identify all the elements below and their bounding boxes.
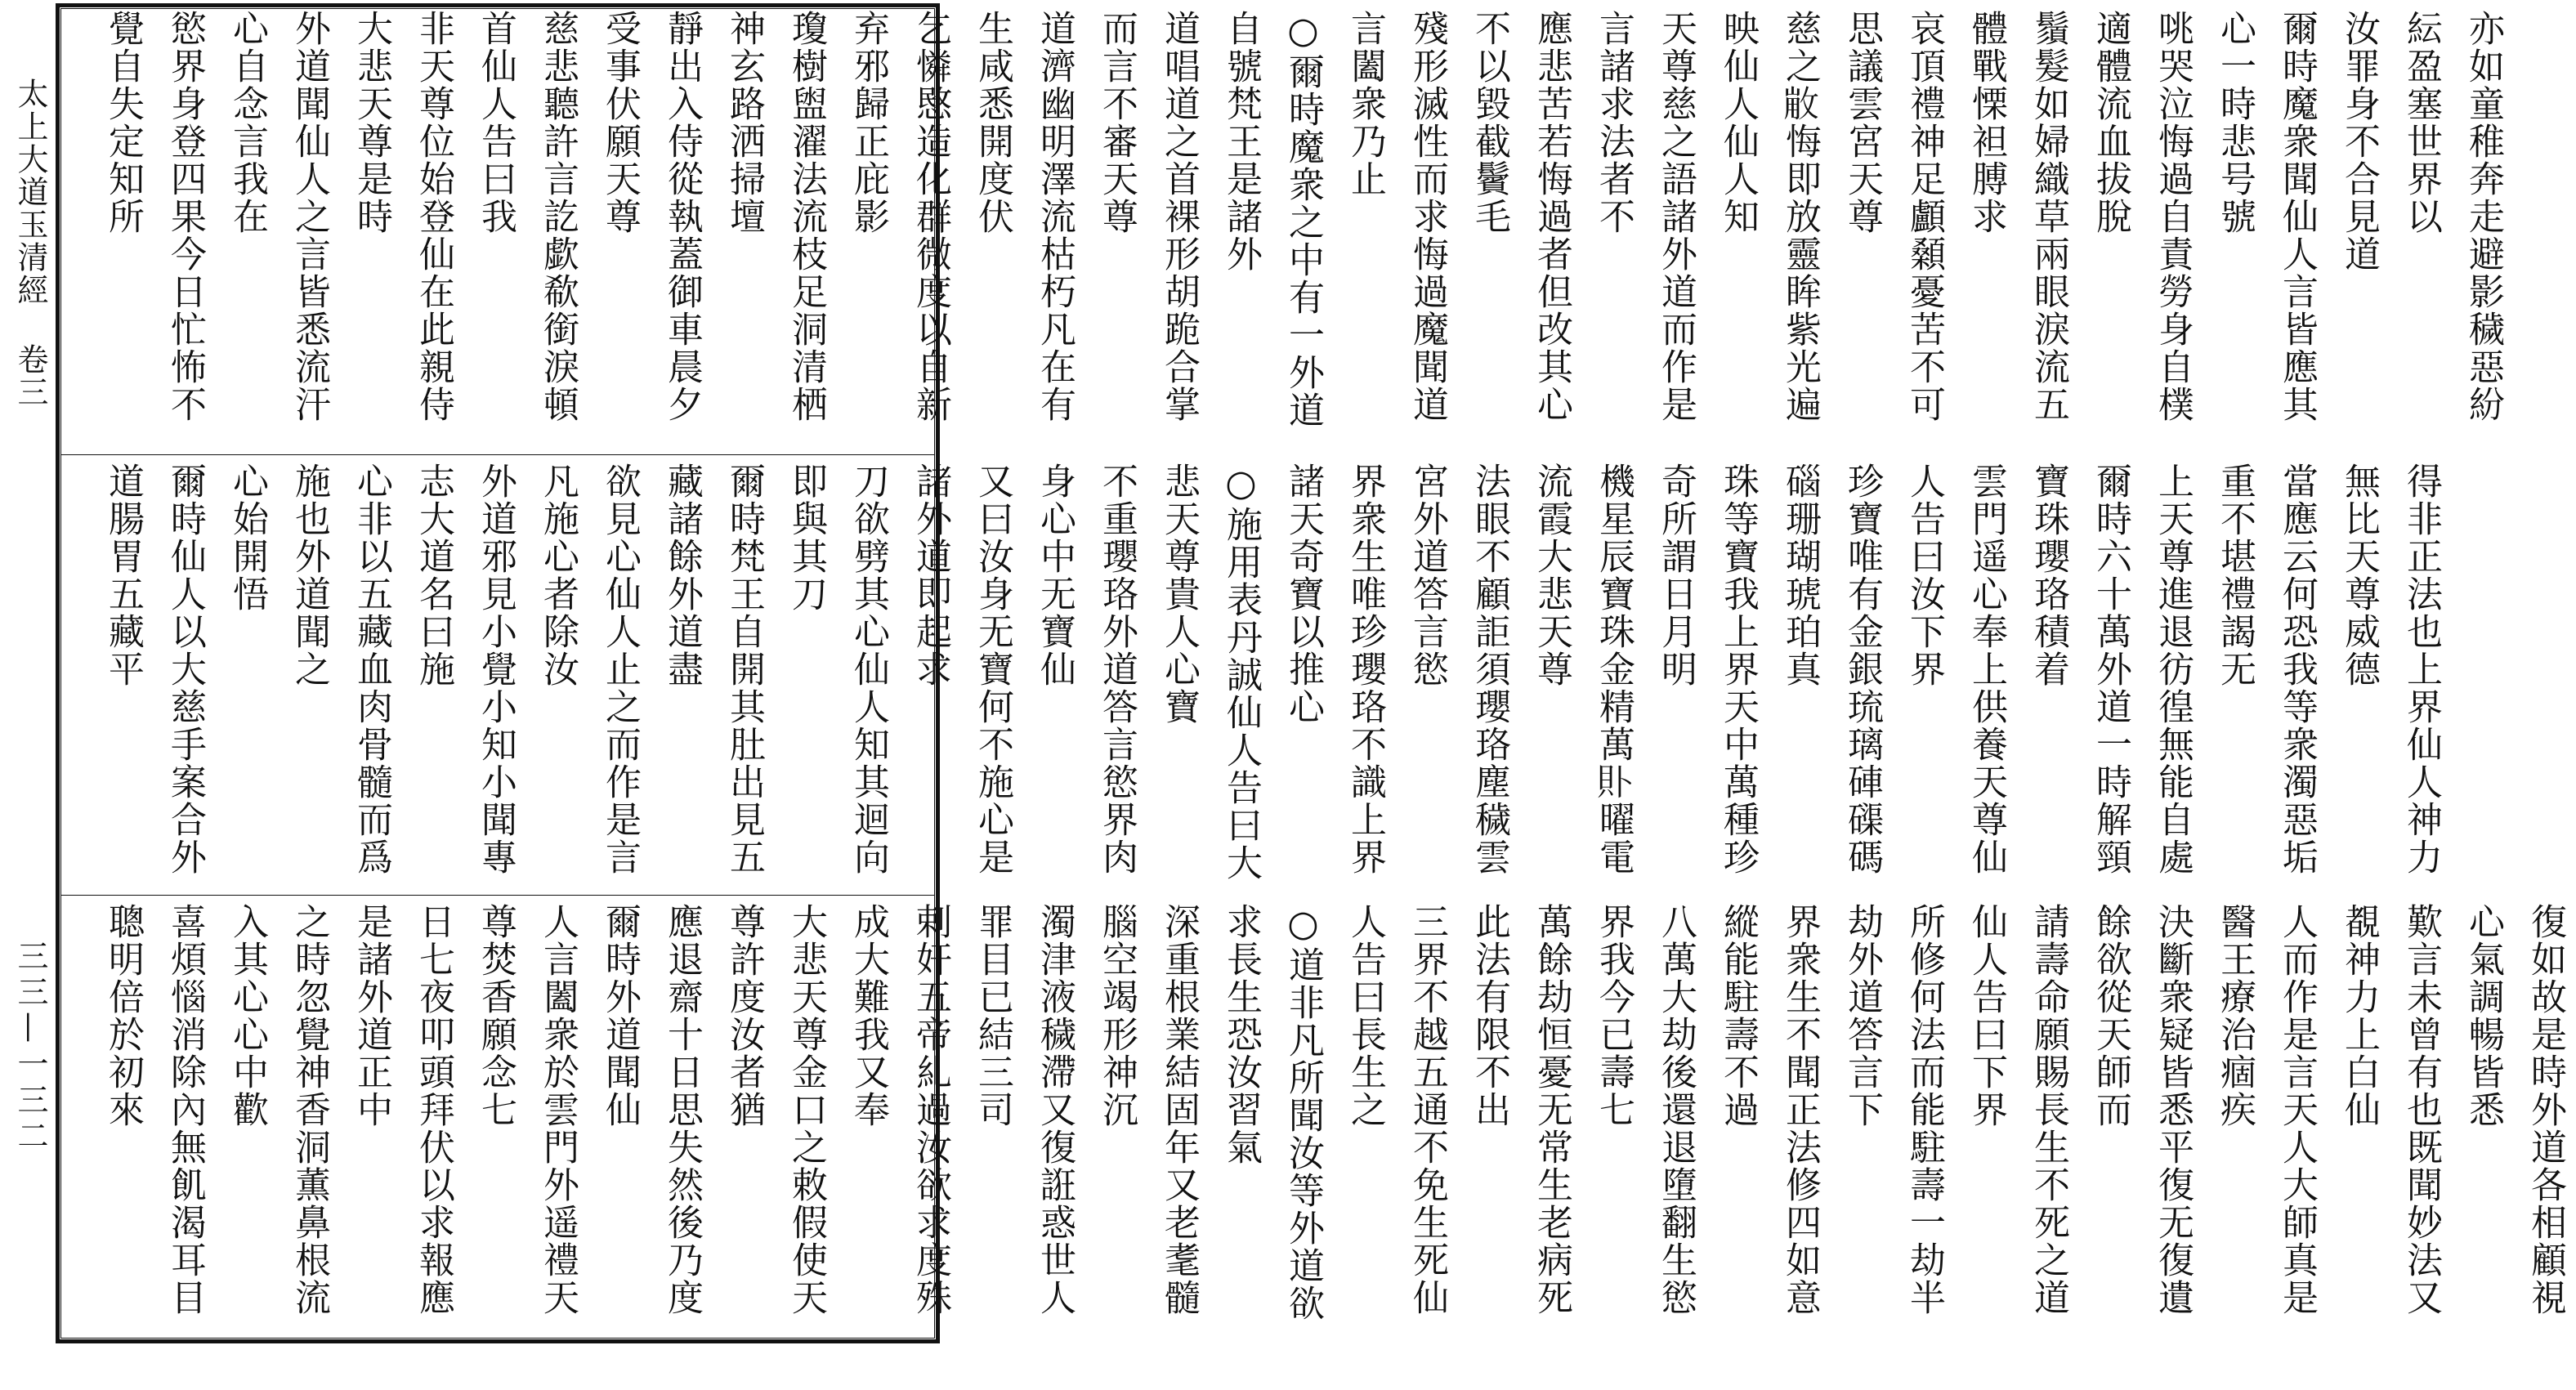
side-juan: 卷三 (12, 343, 48, 409)
register-middle-text: 得非正法也上界仙人神力無比天尊威德 當應云何恐我等衆濁惡垢重不堪禮謁无 上天尊進退彷徨無能自處 爾時六十萬外道一時解頸寶珠瓔珞積着 雲門遥心奉上供養天尊仙人告曰汝下界 珍寶唯有金銀琉璃硨磲碼碯珊瑚琥珀真 珠等寶我上界天中萬種珍奇所謂日月明 機星辰寶珠金精萬𧴤曜電流霞大悲天尊 法眼不顧詎須瓔珞塵穢雲宮外道答言慾 界衆生唯珍瓔珞不識上界諸天奇寶以推心 ○施用表丹誠仙人告曰大悲天尊貴人心寶 不重瓔珞外道答言慾界肉身心中无寶仙 又曰汝身无寶何不施心是諸外道即起求 刀欲劈其心仙人知其迴向即與其刀 爾時梵王自開其肚出見五藏諸餘外道盡 欲見心仙人止之而作是言凡施心者除汝 外道邪見小覺小知小聞專志大道名曰施 心非以五藏血肉骨髓而爲施也外道聞之 心始開悟 爾時仙人以大慈手案合外道腸胃五藏平 (102, 463, 2442, 882)
register-bottom-text: 復如故是時外道各相顧視心氣調暢皆悉 歎言未曾有也既聞妙法又覩神力上白仙 人而作是言天人大師真是醫王療治痼疾 決斷衆疑皆悉平復无復遺餘欲從天師而 請壽命願賜長生不死之道仙人告曰下界 所修何法而能駐壽一劫半劫外道答言下 界衆生不聞正法修四如意縱能駐壽不過 八萬大劫後還退墮翻生慾界我今已壽七 萬餘劫恒憂无常生老病死此法有限不出 三界不越五通不免生死仙人告曰長生之 ○道非凡所聞汝等外道欲求長生恐汝習氣 深重根業結固年又老耄髓腦空竭形神沉 濁津液穢滯又復誑惑世人罪目已結三司 剌奸五帝糺過汝欲求度殊成大難我又奉 大悲天尊金口之敕假使天尊許度汝者猶 應退齋十日思失然後乃度爾時外道聞仙 人言闔衆於雲門外遥禮天尊焚香願念七 日七夜叩頭拜伏以求報應是諸外道正中 之時忽覺神香洞薫鼻根流入其心心中歡 喜煩惱消除內無飢渴耳目聰明倍於初來 (102, 903, 2566, 1322)
side-page-number: 三三—一三二 (12, 940, 48, 1155)
register-top-text: 亦如童稚奔走避影穢惡紛紜盈塞世界以 汝罪身不合見道 爾時魔衆聞仙人言皆應其心一時悲号號 咷哭泣悔過自責勞身自樸適體流血拔脫 鬚髮如婦織草兩眼淚流五體戰慄袒膊求 哀頂禮神足顱顙憂苦不可思議雲宮天尊 慈之𢽸悔即放靈眸紫光遍映仙人仙人知 天尊慈之語諸外道而作是言諸求法者不 應悲苦若悔過者但改其心不以毀截鬢毛 殘形滅性而求悔過魔聞道言闔衆乃止 ○爾時魔衆之中有一外道自號梵王是諸外 道唱道之首裸形胡跪合掌而言不審天尊 道濟幽明澤流枯朽凡在有生咸悉開度伏 乞憐愍造化群微度以自新弃邪歸正庇影 瓊樹盥濯法流枝足洞清栖神玄路洒掃壇 靜出入侍從執蓋御車晨夕受事伏願天尊 慈悲聽許言訖歔欷銜淚頓首仙人告曰我 非天尊位始登仙在此親侍大悲天尊是時 外道聞仙人之言皆悉流汗心自念言我在 慾界身登四果今日忙怖不覺自失定知所 (102, 10, 2504, 429)
register-divider-2 (60, 895, 935, 896)
register-top (92, 10, 2504, 448)
register-middle (92, 463, 2442, 887)
register-divider-1 (60, 454, 935, 455)
register-bottom (92, 903, 2566, 1332)
side-title: 太上大道玉清經 (12, 78, 48, 306)
